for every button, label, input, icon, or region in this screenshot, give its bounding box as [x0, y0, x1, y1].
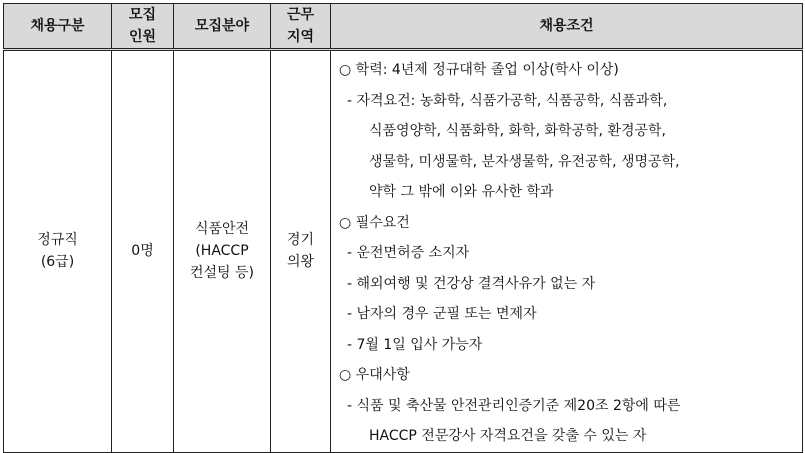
location-line-1: 경기 — [286, 232, 315, 249]
condition-haccp-standard: - 식품 및 축산물 안전관리인증기준 제20조 2항에 따른 — [347, 397, 681, 414]
condition-military: - 남자의 경우 군필 또는 면제자 — [347, 306, 537, 322]
field-line-1: 식품안전 — [194, 221, 250, 238]
condition-haccp-instructor: HACCP 전문강사 자격요건을 갖출 수 있는 자 — [369, 428, 647, 444]
field-line-3: 컨설팅 등) — [189, 265, 254, 282]
table-header — [4, 4, 803, 50]
cell-work-location — [271, 50, 331, 453]
header-conditions: 채용조건 — [331, 4, 803, 50]
header-recruit-type: 채용구분 — [4, 4, 112, 50]
condition-start-date: - 7월 1일 입사 가능자 — [347, 336, 483, 353]
header-work-location — [271, 4, 331, 50]
header-recruit-field: 모집분야 — [174, 4, 271, 50]
location-line-2: 의왕 — [286, 254, 315, 271]
cell-recruit-field — [174, 50, 271, 453]
type-line-2: (6급) — [40, 254, 75, 271]
condition-qualification-cont-3: 약학 그 밖에 이와 유사한 학과 — [369, 184, 554, 200]
recruitment-table — [3, 3, 803, 453]
condition-qualification: - 자격요건: 농화학, 식품가공학, 식품공학, 식품과학, — [347, 92, 668, 109]
header-location-line-1: 근무 — [286, 7, 315, 23]
condition-required-heading: ○ 필수요건 — [339, 214, 410, 231]
header-recruit-count — [112, 4, 174, 50]
condition-driver-license: - 운전면허증 소지자 — [347, 245, 470, 261]
cell-recruit-type — [4, 50, 112, 453]
cell-conditions — [331, 50, 803, 453]
header-count-line-1: 모집 — [128, 7, 157, 23]
condition-qualification-cont-1: 식품영양학, 식품화학, 화학, 화학공학, 환경공학, — [369, 123, 667, 139]
type-line-1: 정규직 — [37, 232, 78, 249]
field-line-2: (HACCP — [195, 243, 249, 260]
condition-preferred-heading: ○ 우대사항 — [339, 367, 410, 383]
condition-education: ○ 학력: 4년제 정규대학 졸업 이상(학사 이상) — [339, 62, 619, 78]
cell-recruit-count: 0명 — [112, 50, 174, 453]
table-row — [4, 50, 803, 453]
condition-qualification-cont-2: 생물학, 미생물학, 분자생물학, 유전공학, 생명공학, — [369, 153, 680, 170]
header-count-line-2: 인원 — [128, 29, 157, 45]
condition-travel-health: - 해외여행 및 건강상 결격사유가 없는 자 — [347, 275, 596, 292]
header-location-line-2: 지역 — [286, 29, 315, 45]
